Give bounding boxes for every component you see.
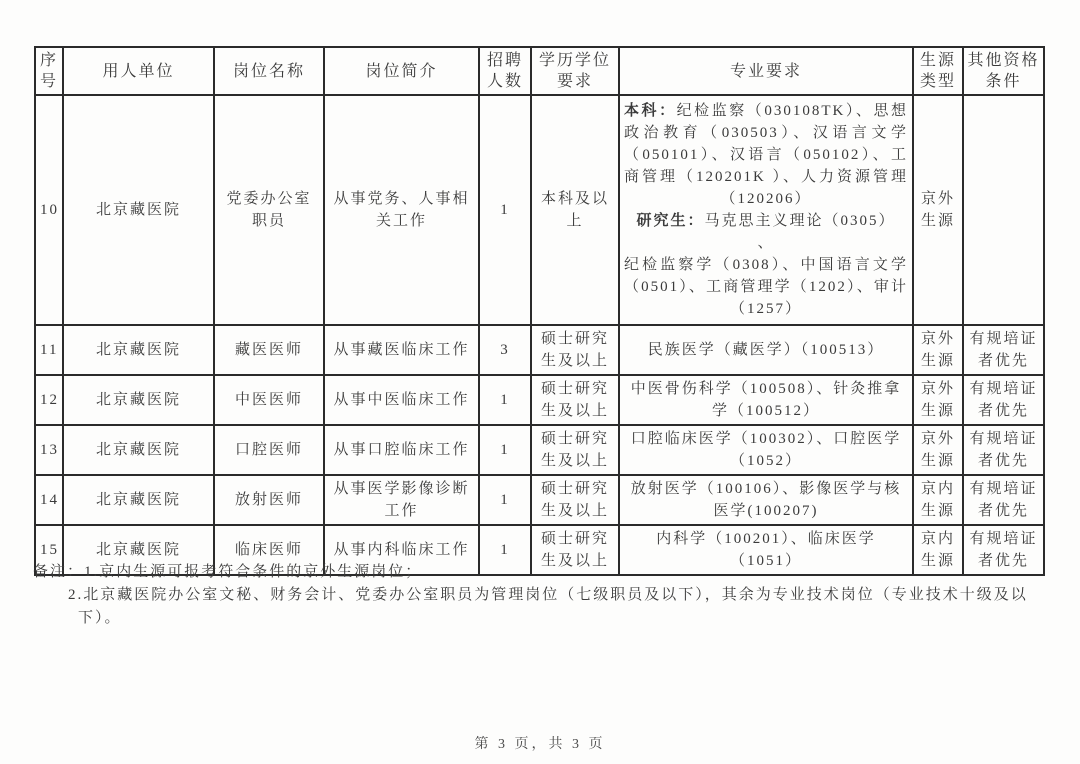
header-duty: 岗位简介 bbox=[324, 47, 479, 95]
table-header-row bbox=[35, 47, 1044, 95]
cell-duty: 从事党务、人事相关工作 bbox=[324, 95, 479, 325]
header-other: 其他资格条件 bbox=[963, 47, 1044, 95]
cell-seq: 15 bbox=[35, 525, 63, 575]
cell-other: 有规培证者优先 bbox=[963, 475, 1044, 525]
cell-duty: 从事藏医临床工作 bbox=[324, 325, 479, 375]
cell-seq: 11 bbox=[35, 325, 63, 375]
cell-seq: 14 bbox=[35, 475, 63, 525]
cell-position: 口腔医师 bbox=[214, 425, 324, 475]
cell-position: 中医医师 bbox=[214, 375, 324, 425]
page-number-indicator: 第 3 页，共 3 页 bbox=[474, 737, 606, 752]
cell-duty: 从事中医临床工作 bbox=[324, 375, 479, 425]
cell-employer: 北京藏医院 bbox=[63, 375, 214, 425]
header-employer: 用人单位 bbox=[63, 47, 214, 95]
undergrad-majors: 纪检监察（030108TK）、思想政治教育（030503）、汉语言文学（050101）、汉语言（050102）、工商管理（120201K ）、人力资源管理（120206） bbox=[624, 103, 908, 207]
notes-label: 备注： bbox=[33, 564, 85, 580]
note-item-2: 2.北京藏医院办公室文秘、财务会计、党委办公室职员为管理岗位（七级职员及以下），其余为专业技术岗位（专业技术十级及以下）。 bbox=[68, 587, 1028, 626]
header-seq: 序号 bbox=[35, 47, 63, 95]
cell-major: 口腔临床医学（100302）、口腔医学（1052） bbox=[619, 425, 913, 475]
notes-section bbox=[33, 561, 1047, 630]
cell-major: 中医骨伤科学（100508）、针灸推拿学（100512） bbox=[619, 375, 913, 425]
note-item-1: 1.京内生源可报考符合条件的京外生源岗位； bbox=[84, 564, 423, 580]
graduate-majors: 马克思主义理论（0305） bbox=[704, 213, 896, 229]
cell-education: 硕士研究生及以上 bbox=[531, 375, 619, 425]
cell-seq: 13 bbox=[35, 425, 63, 475]
cell-count: 1 bbox=[479, 375, 531, 425]
cell-duty: 从事医学影像诊断工作 bbox=[324, 475, 479, 525]
cell-count: 1 bbox=[479, 525, 531, 575]
cell-major: 内科学（100201）、临床医学（1051） bbox=[619, 525, 913, 575]
cell-other: 有规培证者优先 bbox=[963, 525, 1044, 575]
cell-position: 藏医医师 bbox=[214, 325, 324, 375]
graduate-majors-continued: 纪检监察学（0308）、中国语言文学（0501）、工商管理学（1202）、审计（1257） bbox=[624, 257, 908, 317]
cell-major bbox=[619, 95, 913, 325]
cell-education: 硕士研究生及以上 bbox=[531, 525, 619, 575]
cell-education: 硕士研究生及以上 bbox=[531, 475, 619, 525]
cell-count: 1 bbox=[479, 475, 531, 525]
cell-employer: 北京藏医院 bbox=[63, 475, 214, 525]
table-row bbox=[35, 325, 1044, 375]
cell-count: 1 bbox=[479, 425, 531, 475]
cell-other: 有规培证者优先 bbox=[963, 325, 1044, 375]
header-source: 生源类型 bbox=[913, 47, 963, 95]
cell-seq: 10 bbox=[35, 95, 63, 325]
cell-count: 3 bbox=[479, 325, 531, 375]
major-separator: 、 bbox=[757, 235, 775, 251]
cell-employer: 北京藏医院 bbox=[63, 95, 214, 325]
cell-major: 民族医学（藏医学）（100513） bbox=[619, 325, 913, 375]
cell-duty: 从事口腔临床工作 bbox=[324, 425, 479, 475]
cell-employer: 北京藏医院 bbox=[63, 525, 214, 575]
graduate-label: 研究生： bbox=[636, 213, 705, 229]
cell-other bbox=[963, 95, 1044, 325]
header-count: 招聘人数 bbox=[479, 47, 531, 95]
table-row bbox=[35, 425, 1044, 475]
recruitment-table bbox=[34, 46, 1045, 576]
cell-source: 京外生源 bbox=[913, 95, 963, 325]
cell-source: 京外生源 bbox=[913, 325, 963, 375]
cell-education: 硕士研究生及以上 bbox=[531, 325, 619, 375]
cell-employer: 北京藏医院 bbox=[63, 325, 214, 375]
cell-duty: 从事内科临床工作 bbox=[324, 525, 479, 575]
cell-source: 京内生源 bbox=[913, 525, 963, 575]
cell-position: 临床医师 bbox=[214, 525, 324, 575]
major-undergrad-paragraph bbox=[624, 100, 908, 210]
cell-other: 有规培证者优先 bbox=[963, 425, 1044, 475]
major-graduate-paragraph bbox=[624, 210, 908, 232]
cell-source: 京外生源 bbox=[913, 375, 963, 425]
table-row bbox=[35, 375, 1044, 425]
header-position: 岗位名称 bbox=[214, 47, 324, 95]
cell-source: 京内生源 bbox=[913, 475, 963, 525]
cell-education: 硕士研究生及以上 bbox=[531, 425, 619, 475]
cell-education: 本科及以上 bbox=[531, 95, 619, 325]
header-major: 专业要求 bbox=[619, 47, 913, 95]
cell-position: 放射医师 bbox=[214, 475, 324, 525]
table-row bbox=[35, 475, 1044, 525]
cell-other: 有规培证者优先 bbox=[963, 375, 1044, 425]
cell-seq: 12 bbox=[35, 375, 63, 425]
cell-major: 放射医学（100106）、影像医学与核医学(100207) bbox=[619, 475, 913, 525]
cell-count: 1 bbox=[479, 95, 531, 325]
cell-employer: 北京藏医院 bbox=[63, 425, 214, 475]
undergrad-label: 本科： bbox=[624, 103, 677, 119]
header-education: 学历学位要求 bbox=[531, 47, 619, 95]
cell-position: 党委办公室职员 bbox=[214, 95, 324, 325]
cell-source: 京外生源 bbox=[913, 425, 963, 475]
table-row bbox=[35, 95, 1044, 325]
